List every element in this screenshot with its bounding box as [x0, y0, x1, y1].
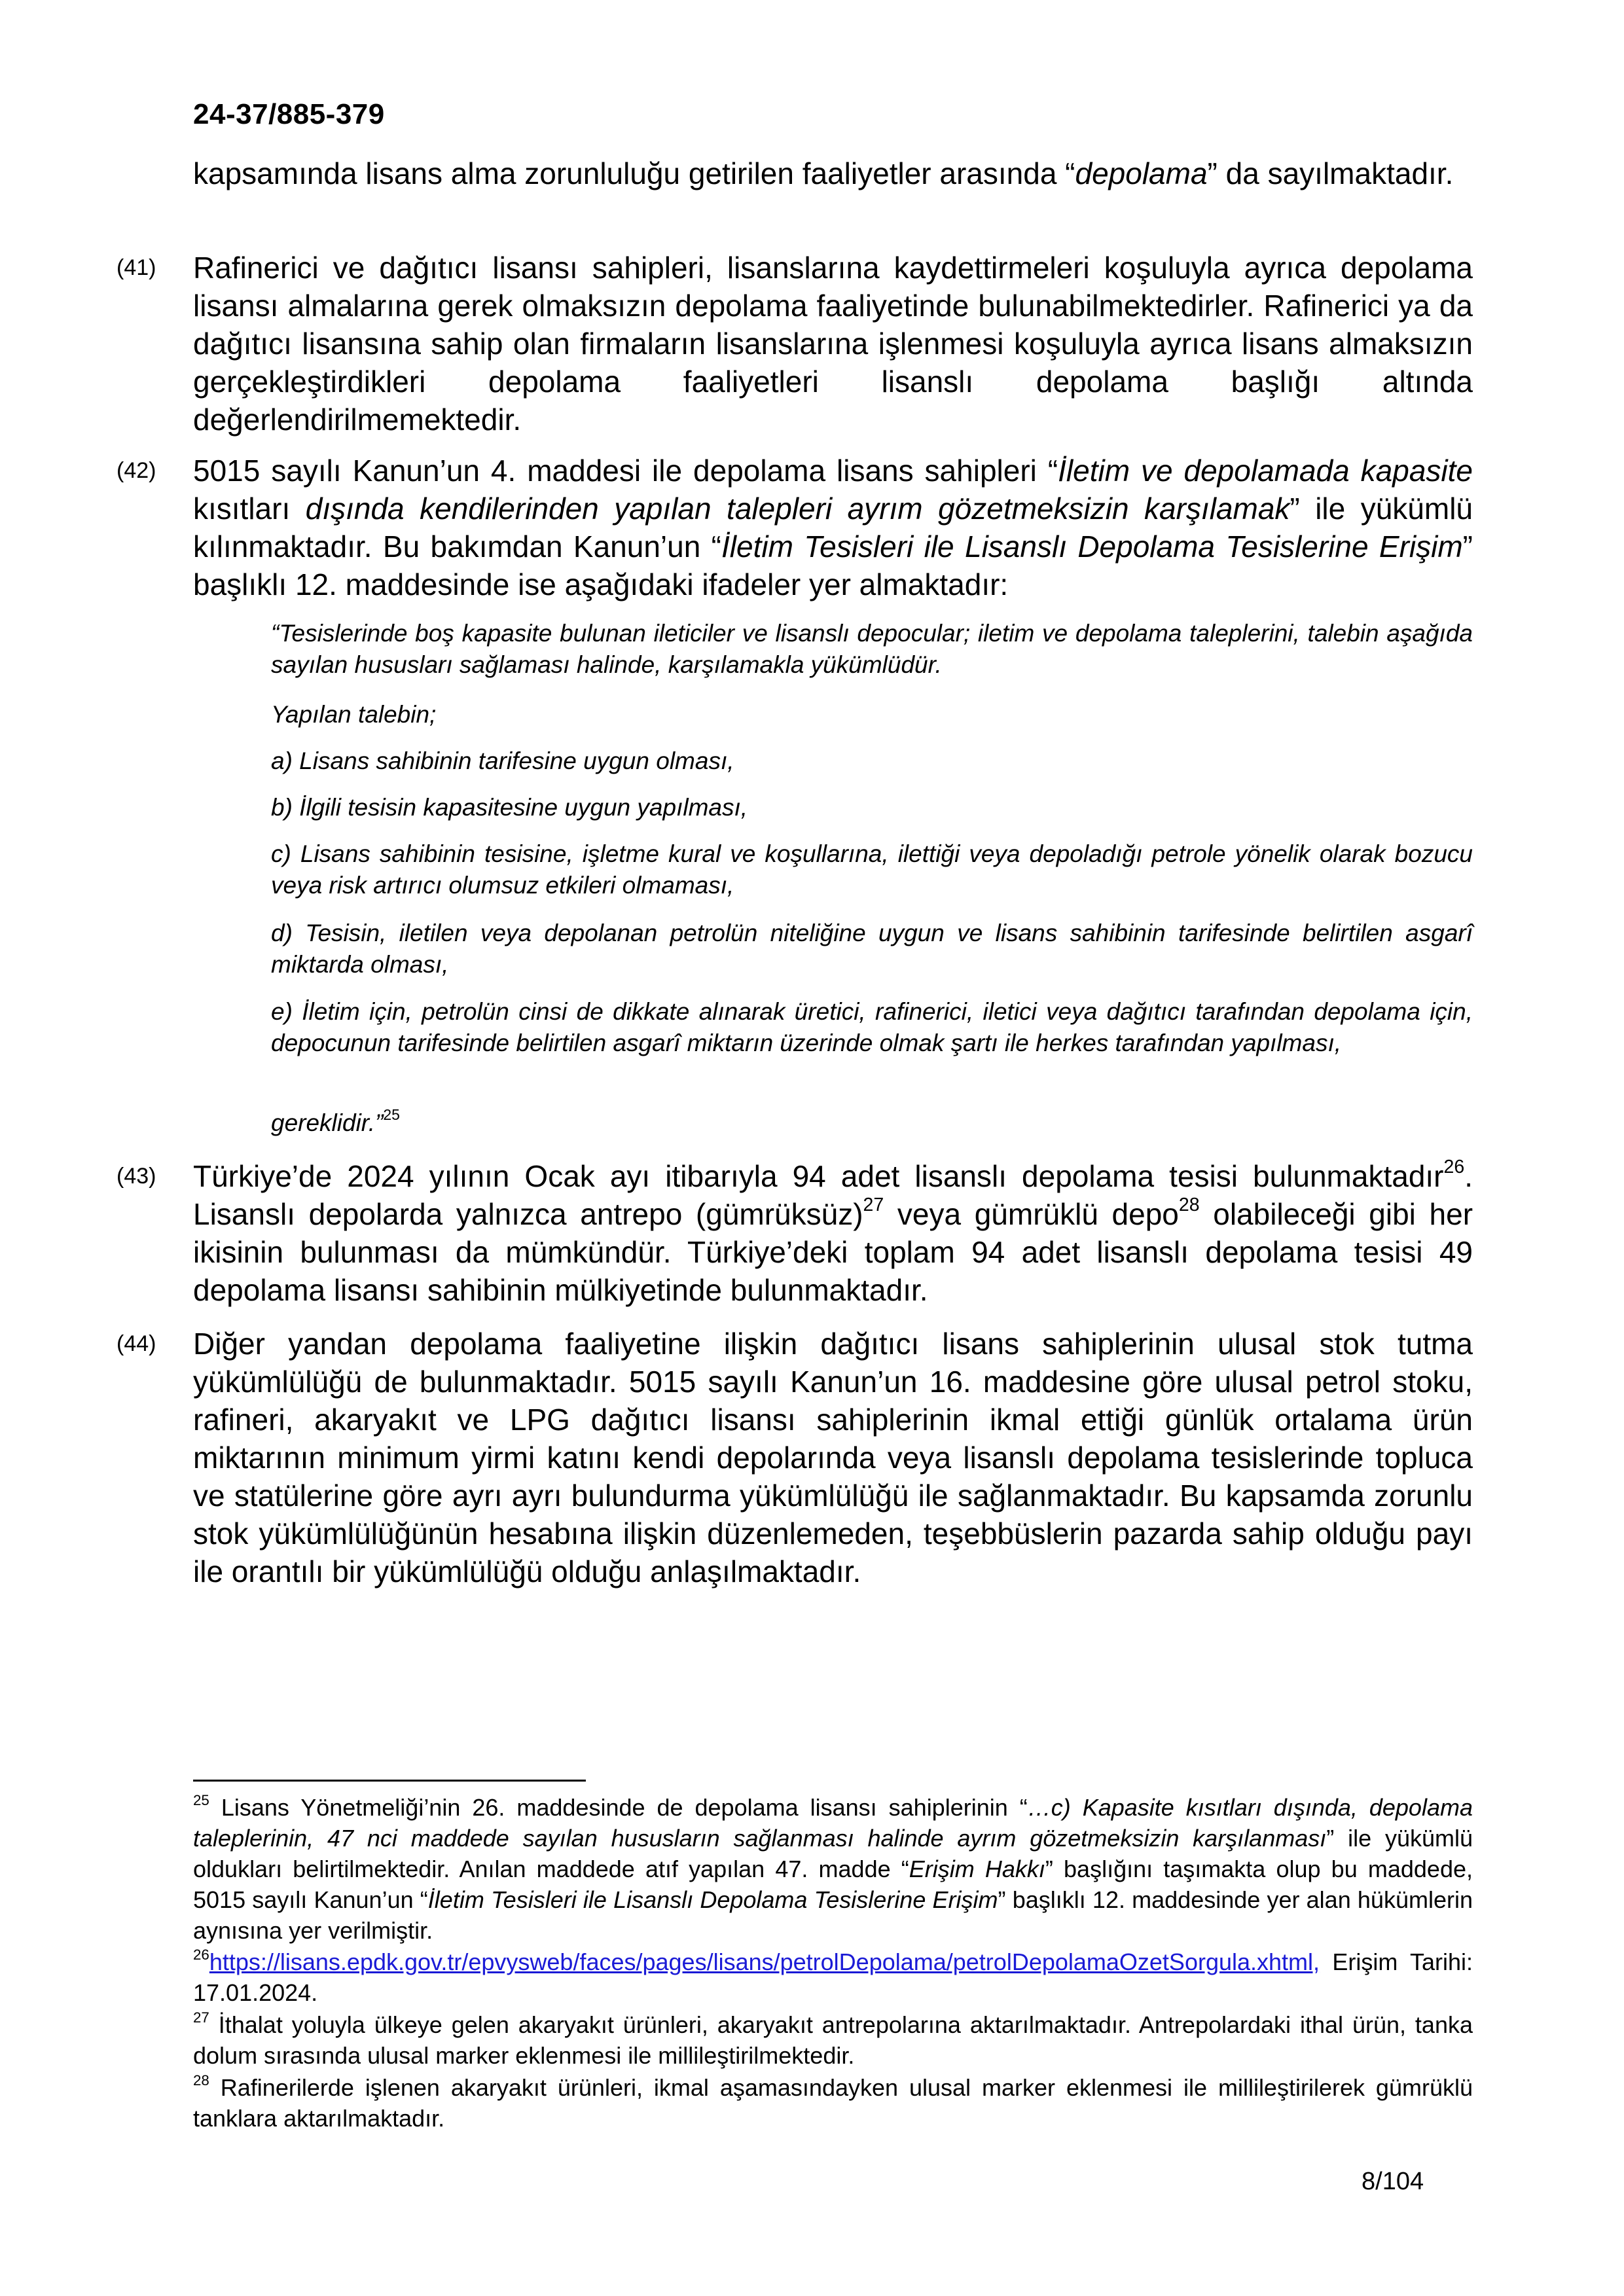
italic-run: İletim Tesisleri ile Lisanslı Depolama Tesislerine Erişim: [721, 529, 1463, 564]
paragraph-41: Rafinerici ve dağıtıcı lisansı sahipleri, lisanslarına kaydettirmeleri koşuluyla ayrıca depolama lisansı almalarına gerek olmaksızın depolama faaliyetinde bulunabilmektedirler. Rafinerici ya da dağıtıcı lisansına sahip olan firmaların lisanslarına işlenmesi koşuluyla ayrıca lisans almaksızın gerçekleştirdikleri depolama faaliyetleri lisanslı depolama başlığı altında değerlendirilmemektedir.: [193, 251, 1473, 437]
italic-run: dışında kendilerinden yapılan talepleri ayrım gözetmeksizin karşılamak: [305, 492, 1290, 526]
text-run: ” başlıklı 12. maddesinde yer alan hükümlerin aynısına yer verilmiştir.: [193, 1886, 1473, 1944]
quote-lead: Yapılan talebin;: [271, 701, 437, 728]
text-run: . Lisanslı depolarda yalnızca antrepo (gümrüksüz): [193, 1159, 1473, 1231]
footnote-25: [193, 1792, 1473, 1946]
text-run: kapsamında lisans alma zorunluluğu getirilen faaliyetler arasında “: [193, 156, 1075, 190]
text-run: Lisans Yönetmeliği’nin 26. maddesinde de depolama lisansı sahiplerinin “: [209, 1794, 1028, 1821]
italic-run: Erişim Hakkı: [909, 1856, 1045, 1882]
footnote-28: [193, 2072, 1473, 2134]
quote-intro: “Tesislerinde boş kapasite bulunan ileticiler ve lisanslı depocular; iletim ve depolama taleplerini, talebin aşağıda sayılan hususları sağlaması halinde, karşılamakla yükümlüdür.: [271, 620, 1473, 678]
paragraph-number-41: (41): [117, 255, 156, 280]
italic-run: …c) Kapasite kısıtları dışında, depolama taleplerinin, 47 nci maddede sayılan hususların sağlanması halinde ayrım gözetmeksizin karşılanması: [193, 1794, 1473, 1852]
footnote-ref-26: 26: [1443, 1157, 1465, 1178]
text-run: gereklidir.”: [271, 1109, 384, 1136]
footnote-number: 26: [193, 1946, 209, 1963]
paragraph-44: Diğer yandan depolama faaliyetine ilişkin dağıtıcı lisans sahiplerinin ulusal stok tutma yükümlülüğü de bulunmaktadır. 5015 sayılı Kanun’un 16. maddesine göre ulusal petrol stoku, rafineri, akaryakıt ve LPG dağıtıcı lisansı sahiplerinin ikmal ettiği günlük ortalama ürün miktarının minimum yirmi katını kendi depolarında veya lisanslı depolama tesislerinde topluca ve statülerine göre ayrı ayrı bulundurma yükümlülüğü ile sağlanmaktadır. Bu kapsamda zorunlu stok yükümlülüğünün hesabına ilişkin düzenlemeden, teşebbüslerin pazarda sahip olduğu payı ile orantılı bir yükümlülüğü olduğu anlaşılmaktadır.: [193, 1327, 1473, 1588]
paragraph-continuation: [193, 154, 1473, 192]
footnote-ref-25: 25: [383, 1106, 400, 1124]
text-run: ” ile yükümlü kılınmaktadır. Bu bakımdan Kanun’un “: [193, 492, 1473, 564]
footnote-ref-28: 28: [1178, 1194, 1200, 1216]
text-run: veya gümrüklü depo: [884, 1197, 1179, 1231]
quote-item-e: e) İletim için, petrolün cinsi de dikkate alınarak üretici, rafinerici, iletici veya dağıtıcı tarafından depolama için, depocunun tarifesinde belirtilen asgarî miktarın üzerinde olmak şartı ile herkes tarafından yapılması,: [271, 998, 1473, 1056]
paragraph-number-43: (43): [117, 1164, 156, 1189]
text-run: ” da sayılmaktadır.: [1207, 156, 1454, 190]
quote-item-b: b) İlgili tesisin kapasitesine uygun yapılması,: [271, 794, 748, 821]
text-run: kısıtları: [193, 492, 306, 526]
footnote-separator: [193, 1780, 586, 1782]
quote-item-a: a) Lisans sahibinin tarifesine uygun olması,: [271, 747, 734, 774]
italic-run: İletim ve depolamada kapasite: [1058, 454, 1473, 488]
text-run: 5015 sayılı Kanun’un 4. maddesi ile depolama lisans sahipleri “: [193, 454, 1058, 488]
text-run: ” başlığını taşımakta olup bu maddede, 5015 sayılı Kanun’un “: [193, 1856, 1473, 1913]
text-run: İthalat yoluyla ülkeye gelen akaryakıt ürünleri, akaryakıt antrepolarına aktarılmaktadır. Antrepolardaki ithal ürün, tanka dolum sırasında ulusal marker eklenmesi ile millileştirilmektedir.: [193, 2011, 1473, 2069]
footnote-27: [193, 2009, 1473, 2071]
italic-run: İletim Tesisleri ile Lisanslı Depolama Tesislerine Erişim: [427, 1886, 998, 1913]
quote-end: [271, 1107, 1473, 1139]
paragraph-43: [193, 1157, 1473, 1309]
paragraph-number-44: (44): [117, 1331, 156, 1356]
text-run: ” başlıklı 12. maddesinde ise aşağıdaki ifadeler yer almaktadır:: [193, 529, 1473, 601]
footnote-number: 25: [193, 1791, 209, 1808]
footnote-26: [193, 1946, 1473, 2008]
document-id: 24-37/885-379: [193, 98, 385, 130]
epdk-link[interactable]: https://lisans.epdk.gov.tr/epvysweb/faces/pages/lisans/petrolDepolama/petrolDepolamaOzetSorgula.xhtml,: [209, 1948, 1320, 1975]
text-run: Rafinerilerde işlenen akaryakıt ürünleri, ikmal aşamasındayken ulusal marker eklenmesi ile millileştirilerek gümrüklü tanklara aktarılmaktadır.: [193, 2074, 1473, 2132]
text-run: Erişim Tarihi: 17.01.2024.: [193, 1948, 1473, 2006]
text-run: ” ile yükümlü oldukları belirtilmektedir. Anılan maddede atıf yapılan 47. madde “: [193, 1825, 1473, 1882]
quote-item-c: c) Lisans sahibinin tesisine, işletme kural ve koşullarına, ilettiği veya depoladığı petrole yönelik olarak bozucu veya risk artırıcı olumsuz etkileri olmaması,: [271, 840, 1473, 899]
quote-item-d: d) Tesisin, iletilen veya depolanan petrolün niteliğine uygun ve lisans sahibinin tarifesinde belirtilen asgarî miktarda olması,: [271, 920, 1473, 978]
text-run: olabileceği gibi her ikisinin bulunması da mümkündür. Türkiye’deki toplam 94 adet lisanslı depolama tesisi 49 depolama lisansı sahibinin mülkiyetinde bulunmaktadır.: [193, 1197, 1473, 1307]
text-run: Türkiye’de 2024 yılının Ocak ayı itibarıyla 94 adet lisanslı depolama tesisi bulunmaktadır: [193, 1159, 1444, 1193]
paragraph-number-42: (42): [117, 458, 156, 483]
page-number: 8/104: [1362, 2168, 1424, 2195]
footnote-ref-27: 27: [863, 1194, 884, 1216]
italic-run: depolama: [1075, 156, 1208, 190]
footnote-number: 28: [193, 2072, 209, 2089]
paragraph-42: [193, 452, 1473, 603]
footnote-number: 27: [193, 2009, 209, 2026]
